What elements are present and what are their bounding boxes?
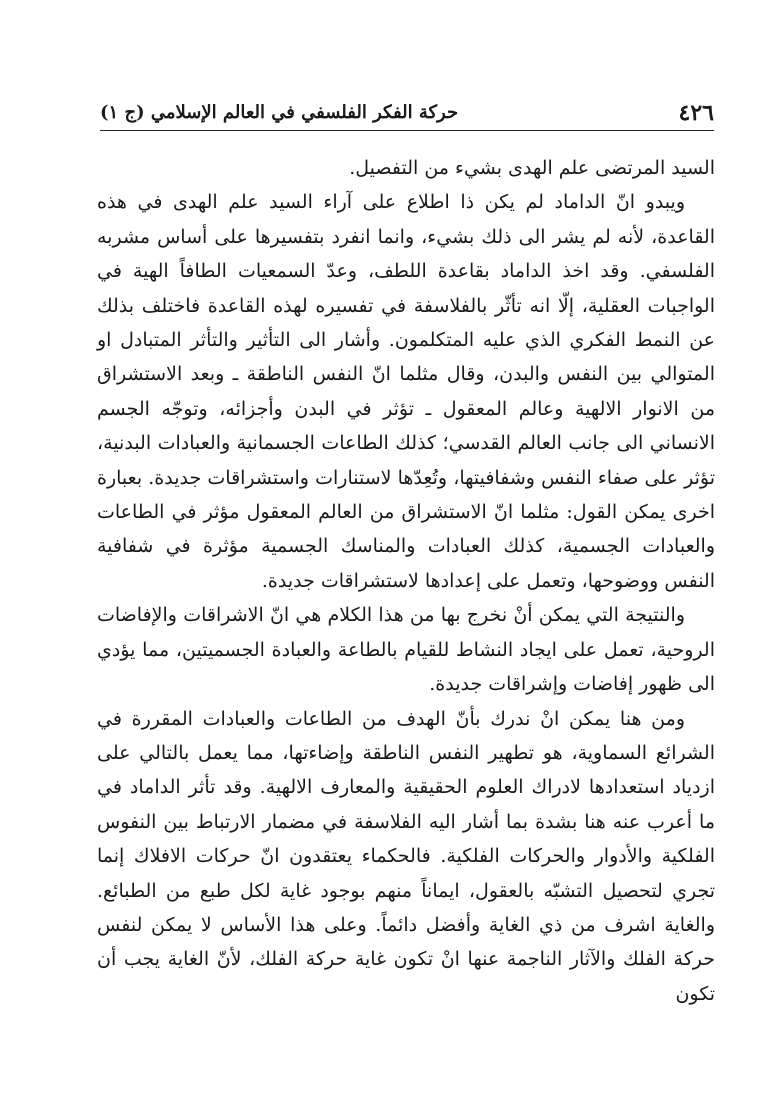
paragraph-4: ومن هنا يمكن انْ ندرك بأنّ الهدف من الطاعات والعبادات المقررة في الشرائع السماوية، هو تطهير النفس الناطقة وإضاءتها، مما يعمل بالتالي على ازدياد استعدادها لادراك العلوم الحقيقية والمعارف الالهية. وقد تأثر الداماد في ما أعرب عنه هنا بشدة بما أشار اليه الفلاسفة في مضمار الارتباط بين النفوس الفلكية والأدوار والحركات الفلكية. فالحكماء يعتقدون انّ حركات الافلاك إنما تجري لتحصيل التشبّه بالعقول، ايماناً منهم بوجود غاية لكل طبع من الطبائع. والغاية اشرف من ذي الغاية وأفضل دائماً. وعلى هذا الأساس لا يمكن لنفس حركة الفلك والآثار الناجمة عنها انْ تكون غاية حركة الفلك، لأنّ الغاية يجب أن تكون (97, 707, 715, 1005)
paragraph-1: السيد المرتضى علم الهدى بشيء من التفصيل. (349, 157, 715, 179)
page-header (100, 98, 714, 128)
running-title: حركة الفكر الفلسفي في العالم الإسلامي (ج ١) (100, 102, 459, 123)
paragraph-2: ويبدو انّ الداماد لم يكن ذا اطلاع على آراء السيد علم الهدى في هذه القاعدة، لأنه لم يشر الى ذلك بشيء، وانما انفرد بتفسيرها على أساس مشربه الفلسفي. وقد اخذ الداماد بقاعدة اللطف، وعدّ السمعيات الطافاً الهية في الواجبات العقلية، إلّا انه تأثّر بالفلاسفة في تفسيره لهذه القاعدة فاختلف بذلك عن النمط الفكري الذي عليه المتكلمون. وأشار الى التأثير والتأثر المتبادل او المتوالي بين النفس والبدن، وقال مثلما انّ النفس الناطقة ـ وبعد الاستشراق من الانوار الالهية وعالم المعقول ـ تؤثر في البدن وأجزائه، وتوجّه الجسم الانساني الى جانب العالم القدسي؛ كذلك الطاعات الجسمانية والعبادات البدنية، تؤثر على صفاء النفس وشفافيتها، وتُعِدّها لاستنارات واستشراقات جديدة. بعبارة اخرى يمكن القول: مثلما انّ الاستشراق من العالم المعقول مؤثر في الطاعات والعبادات الجسمية، كذلك العبادات والمناسك الجسمية مؤثرة في شفافية النفس ووضوحها، وتعمل على إعدادها لاستشراقات جديدة. (97, 191, 715, 592)
paragraph-3: والنتيجة التي يمكن أنْ نخرج بها من هذا الكلام هي انّ الاشراقات والإفاضات الروحية، تعمل على ايجاد النشاط للقيام بالطاعة والعبادة الجسميتين، مما يؤدي الى ظهور إفاضات وإشراقات جديدة. (97, 604, 715, 696)
header-divider (100, 130, 714, 131)
page-number: ٤٢٦ (678, 100, 714, 126)
body-text (97, 151, 715, 1011)
